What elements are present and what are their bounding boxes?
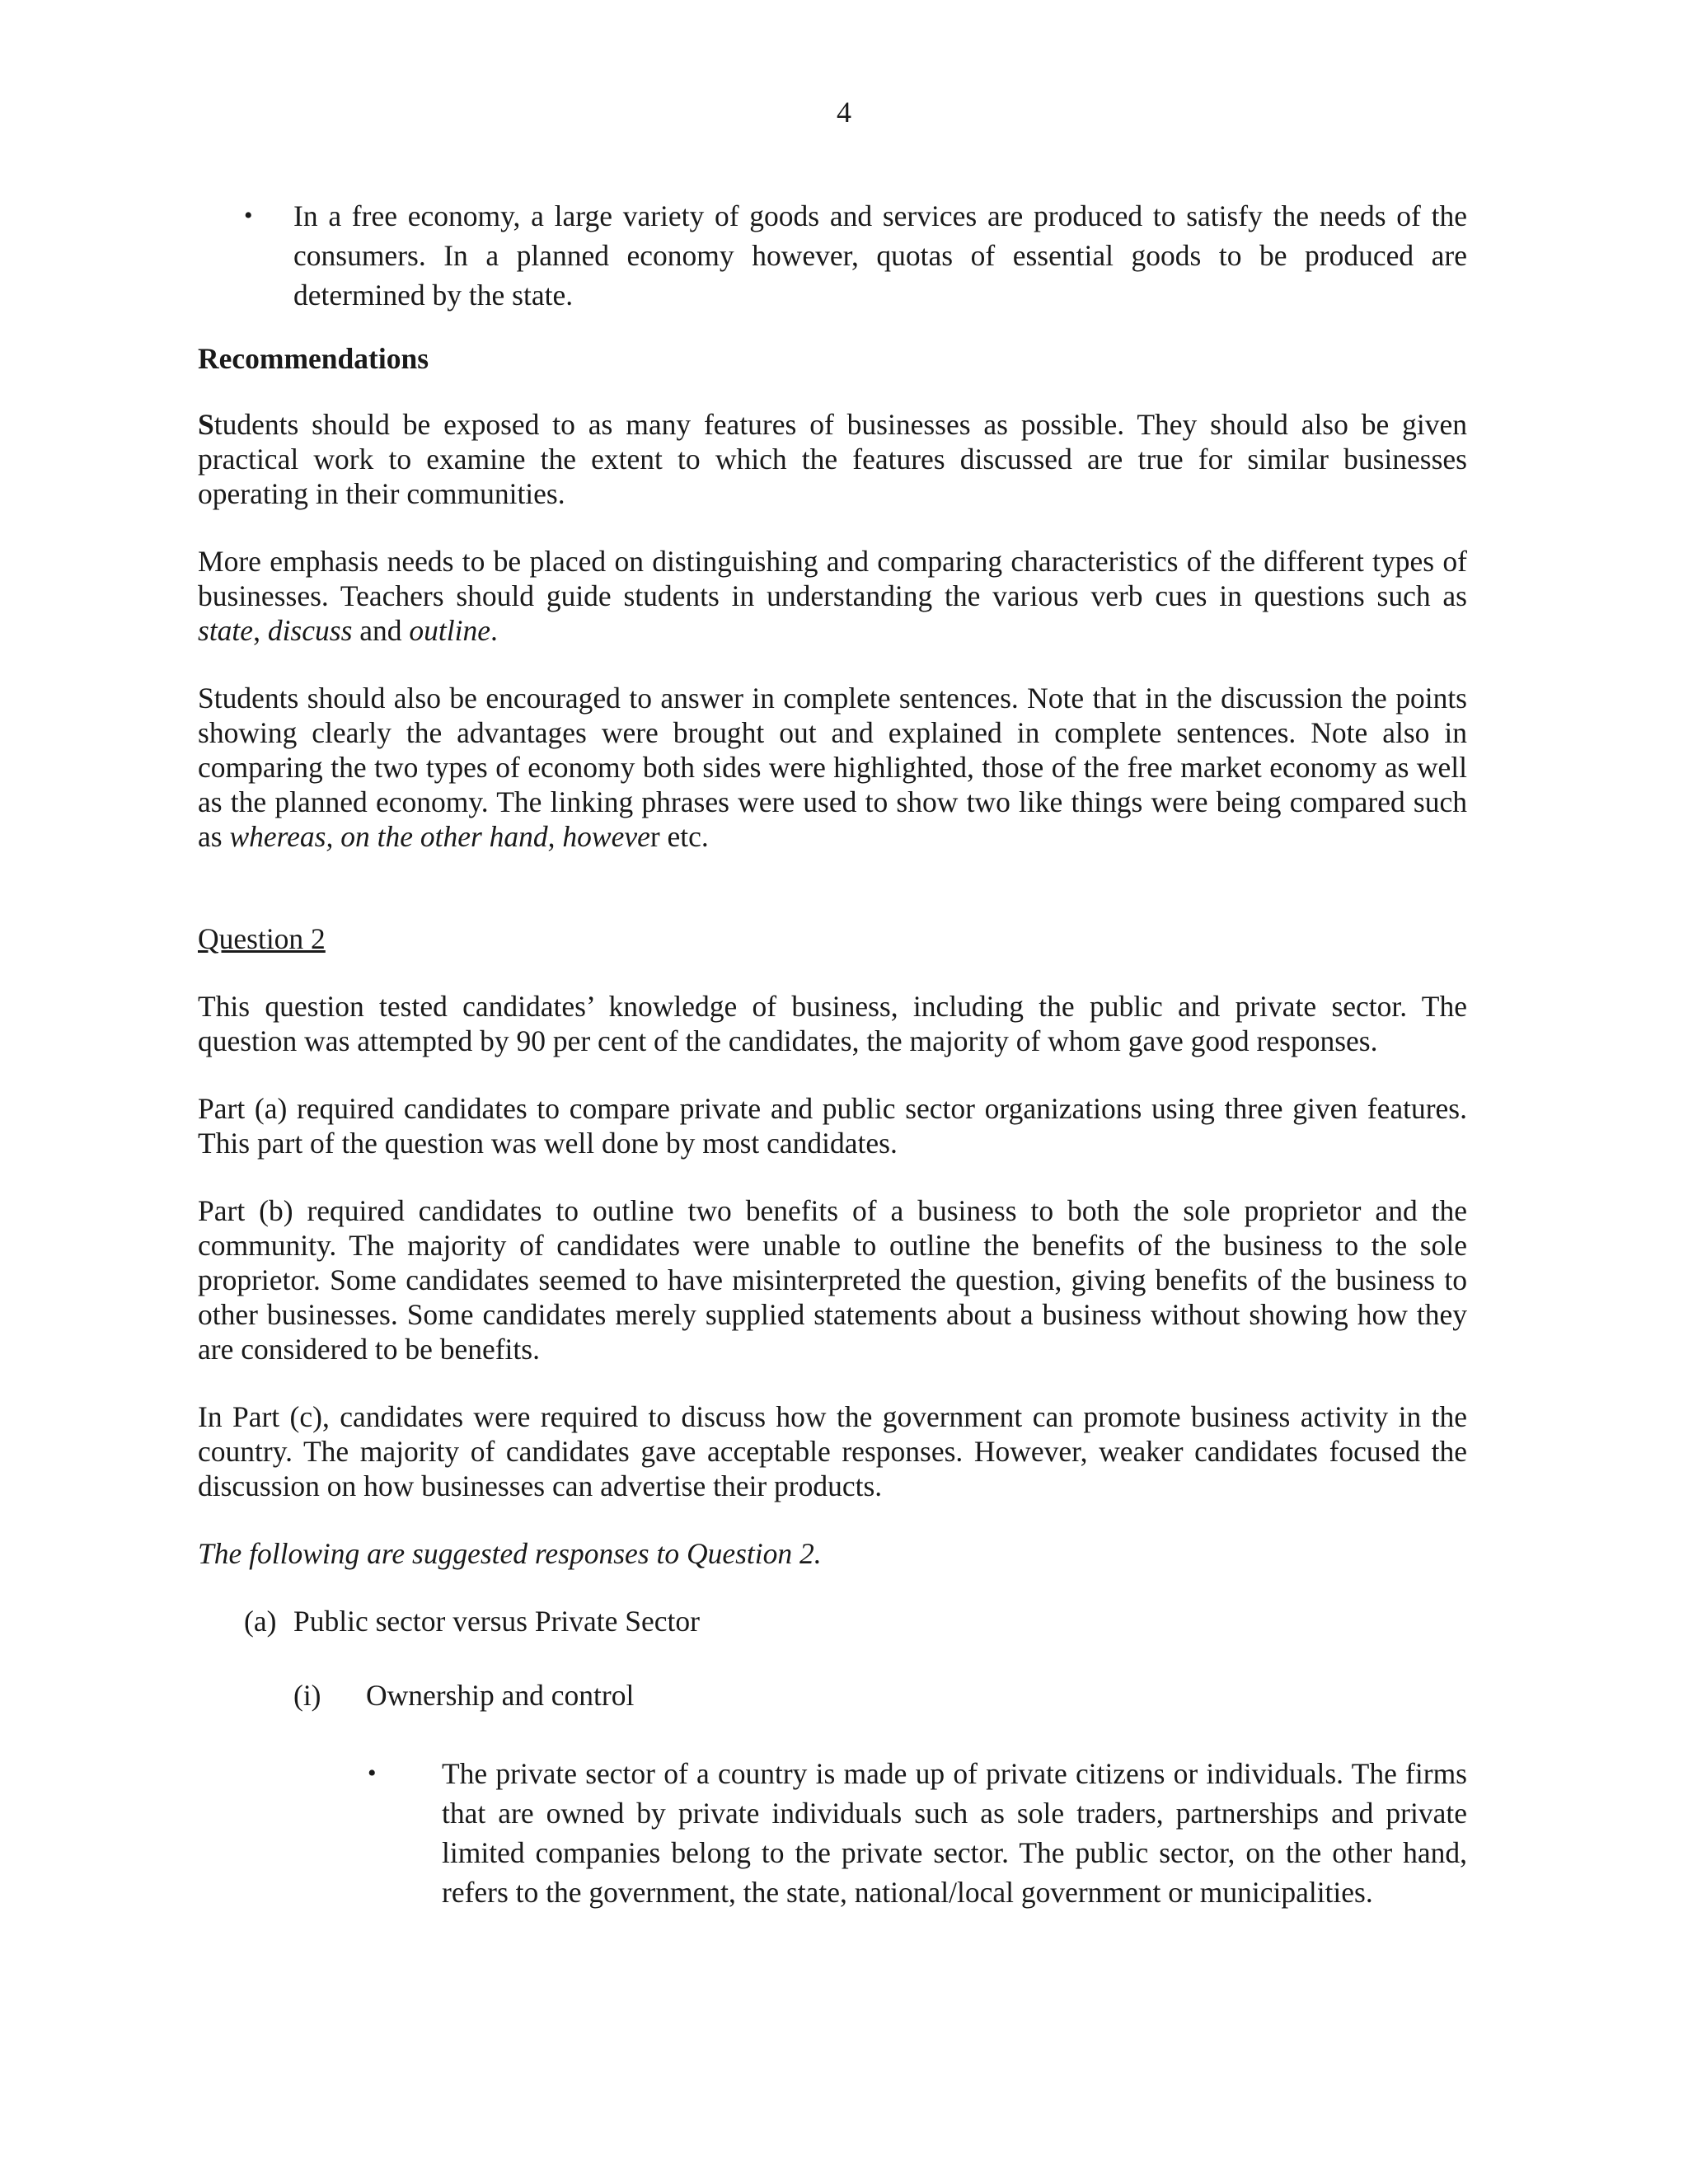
- paragraph-text: More emphasis needs to be placed on distinguishing and comparing characteristics of the different types of businesses. Teachers should guide students in understanding the various verb cues in questions such as: [198, 545, 1467, 612]
- question-2-part-c: In Part (c), candidates were required to discuss how the government can promote business activity in the country. The majority of candidates gave acceptable responses. However, weaker candidates focused the discussion on how businesses can advertise their products.: [198, 1400, 1467, 1502]
- recommendations-heading: Recommendations: [198, 342, 429, 375]
- page-content: [198, 196, 1467, 1912]
- verb-cue-state: state: [198, 614, 254, 647]
- bullet-icon: •: [244, 202, 253, 229]
- paragraph-first-letter: S: [198, 408, 214, 441]
- ownership-bullet-item: [368, 1754, 1467, 1912]
- ownership-bullet-text: The private sector of a country is made up of private citizens or individuals. The firms that are owned by private individuals such as sole traders, partnerships and private limited companies belong to the private sector. The public sector, on the other hand, refers to the government, the state, national/local government or municipalities.: [442, 1757, 1467, 1909]
- verb-cue-discuss: discuss: [267, 614, 353, 647]
- suggested-responses-intro: The following are suggested responses to Question 2.: [198, 1537, 822, 1570]
- recommendations-paragraph-3: [198, 681, 1467, 854]
- response-i-label: (i): [293, 1679, 321, 1712]
- question-2-part-a: Part (a) required candidates to compare private and public sector organizations using three given features. This part of the question was well done by most candidates.: [198, 1092, 1467, 1160]
- paragraph-text: Students should also be encouraged to answer in complete sentences. Note that in the discussion the points showing clearly the advantages were brought out and explained in complete sentences. Note also in comparing the two types of economy both sides were highlighted, those of the free market economy as well as the planned economy. The linking phrases were used to show two like things were being compared such as: [198, 682, 1467, 853]
- recommendations-paragraph-2: [198, 544, 1467, 648]
- top-bullet-text: In a free economy, a large variety of goods and services are produced to satisfy the needs of the consumers. In a planned economy however, quotas of essential goods to be produced are determined by the state.: [293, 199, 1467, 312]
- question-2-heading: Question 2: [198, 922, 326, 955]
- period: .: [490, 614, 498, 647]
- bullet-icon: •: [368, 1760, 377, 1787]
- response-i-heading: [293, 1678, 1467, 1713]
- verb-cue-outline: outline: [409, 614, 491, 647]
- paragraph-end: r etc.: [649, 820, 709, 853]
- top-bullet-item: [244, 196, 1467, 315]
- page-number: 4: [837, 96, 851, 129]
- response-a-title: Public sector versus Private Sector: [293, 1605, 700, 1638]
- response-a-heading: [244, 1604, 1467, 1638]
- recommendations-paragraph-1: [198, 407, 1467, 511]
- paragraph-text: tudents should be exposed to as many features of businesses as possible. They should also be given practical work to examine the extent to which the features discussed are true for similar businesses operating in their communities.: [198, 408, 1467, 510]
- linking-phrases: whereas, on the other hand, howeve: [229, 820, 650, 853]
- question-2-intro: This question tested candidates’ knowledge of business, including the public and private sector. The question was attempted by 90 per cent of the candidates, the majority of whom gave good responses.: [198, 990, 1467, 1057]
- question-2-part-b: Part (b) required candidates to outline two benefits of a business to both the sole proprietor and the community. The majority of candidates were unable to outline the benefits of the business to the sole proprietor. Some candidates seemed to have misinterpreted the question, giving benefits of the business to other businesses. Some candidates merely supplied statements about a business without showing how they are considered to be benefits.: [198, 1194, 1467, 1366]
- separator: ,: [253, 614, 268, 647]
- response-a-label: (a): [244, 1605, 277, 1638]
- response-i-title: Ownership and control: [366, 1679, 635, 1712]
- separator: and: [352, 614, 410, 647]
